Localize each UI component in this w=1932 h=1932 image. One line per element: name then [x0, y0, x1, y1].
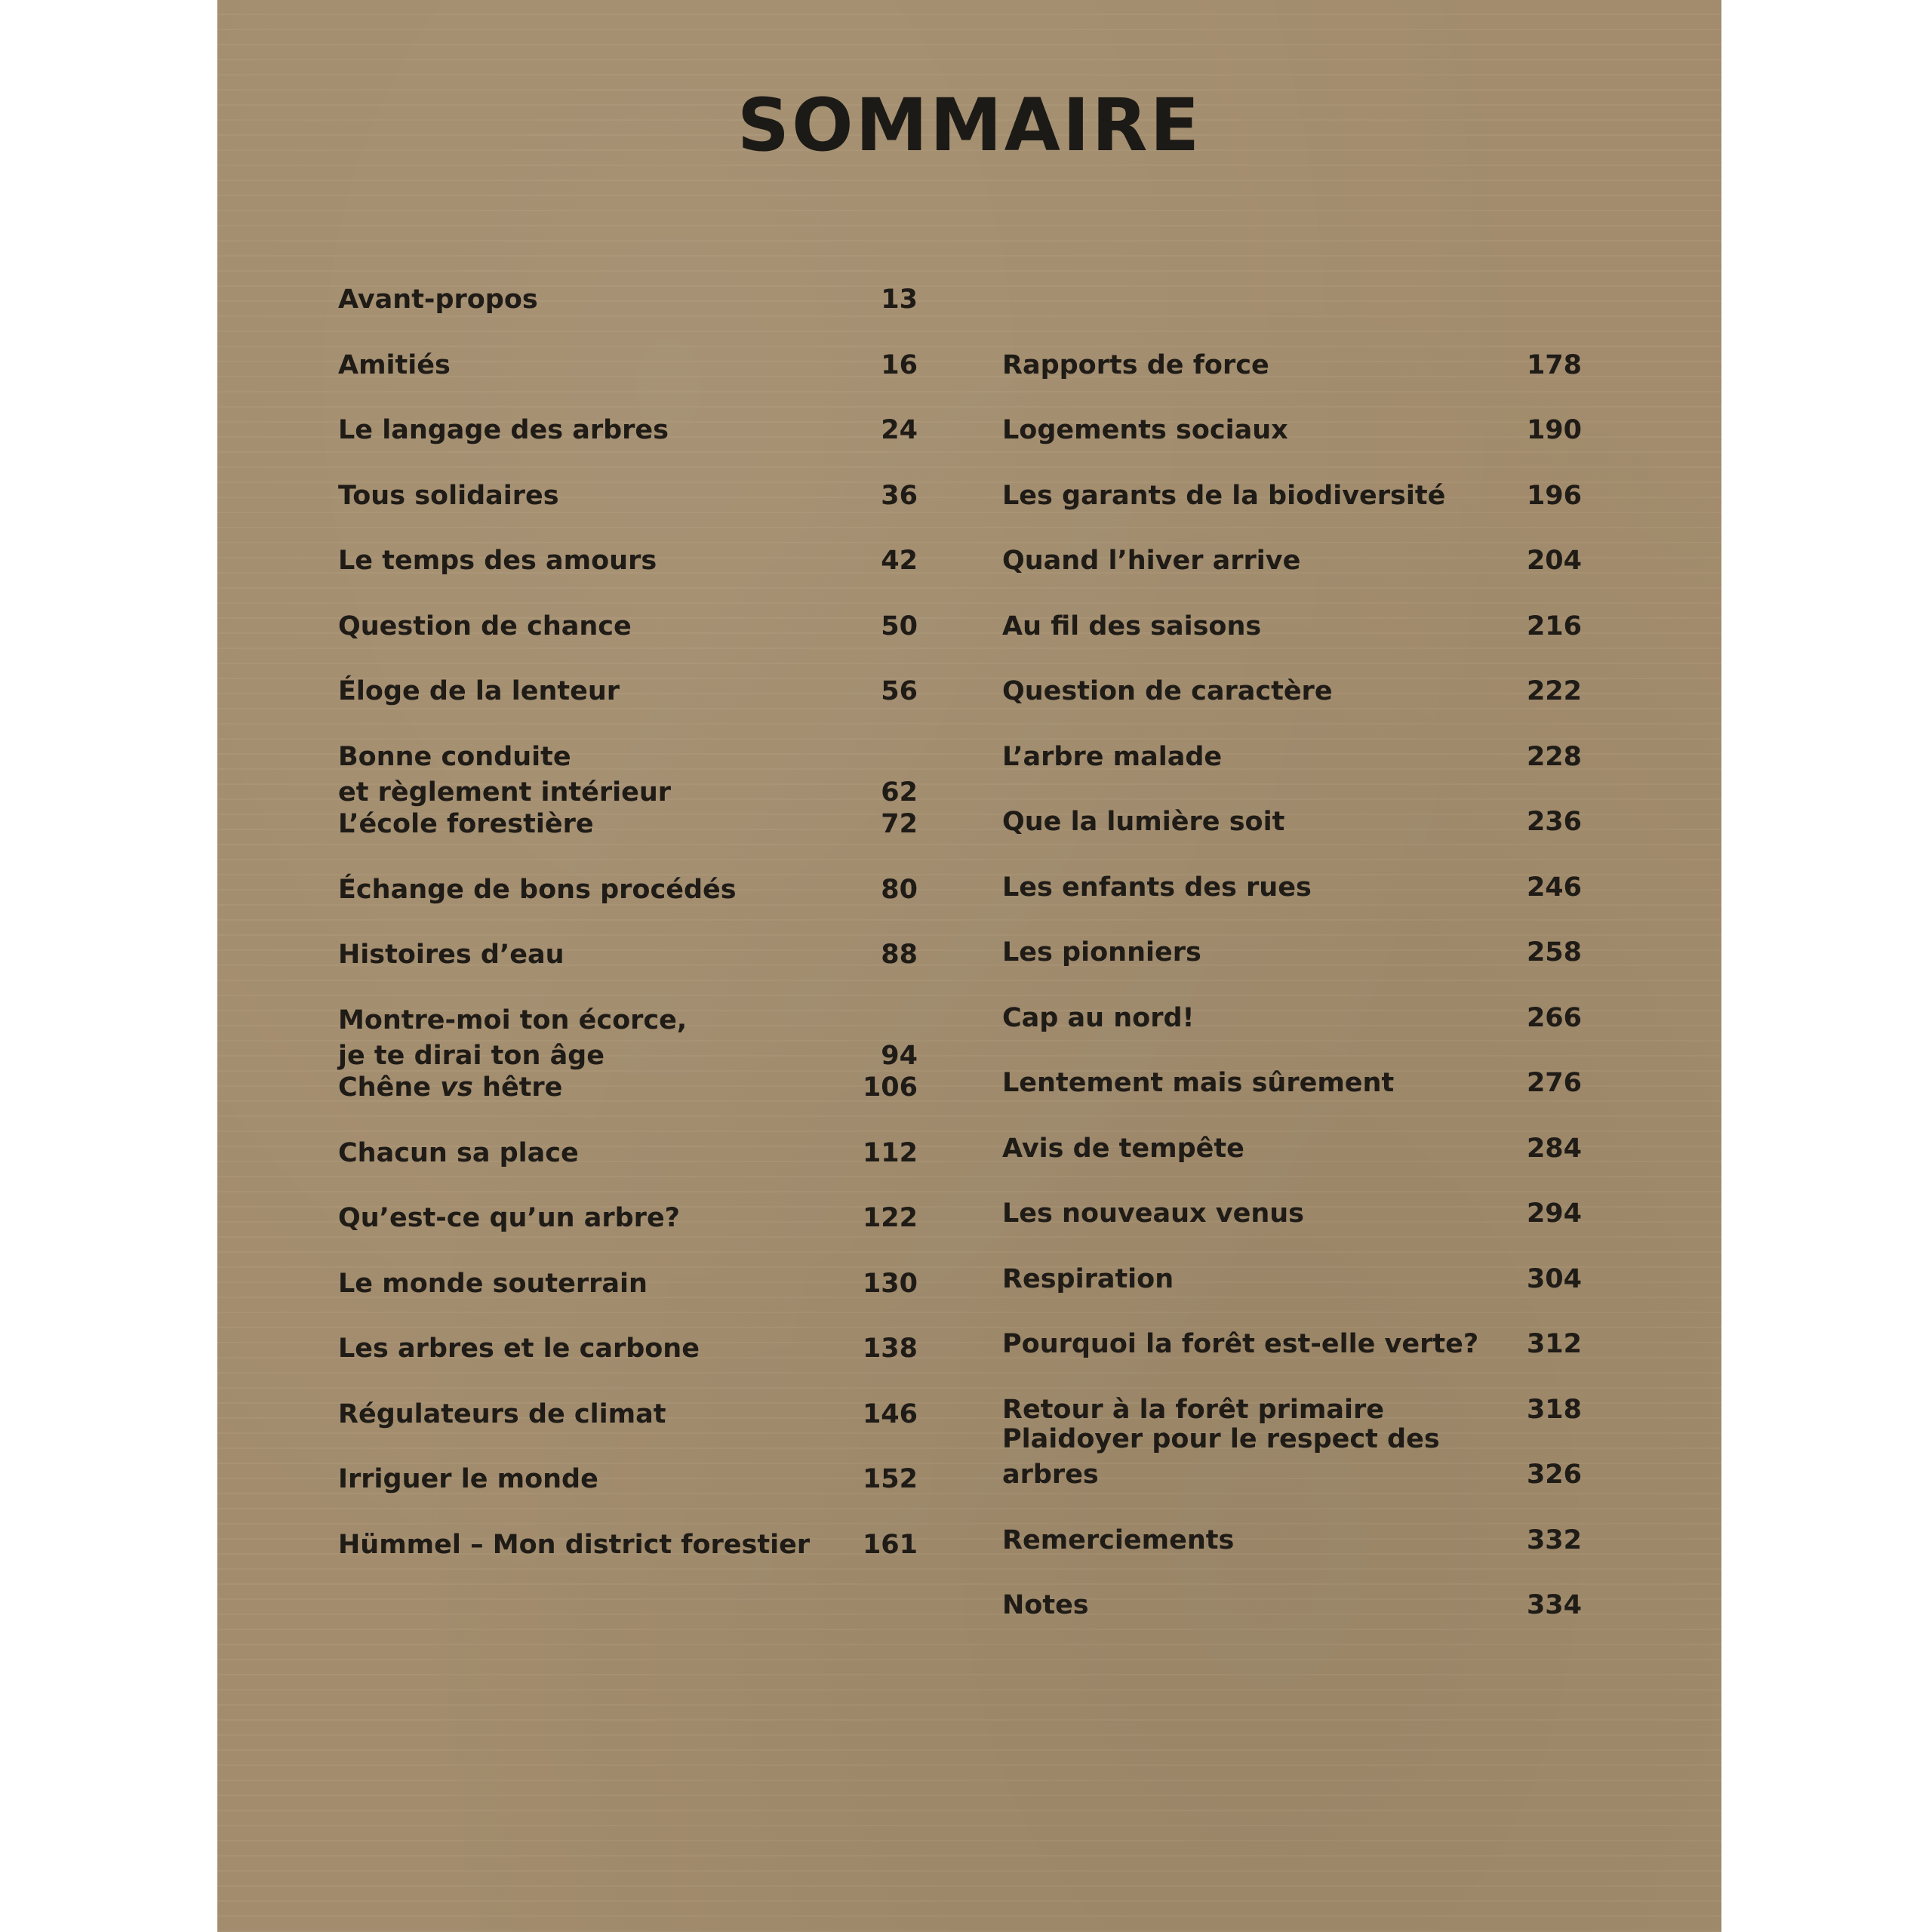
- toc-entry: [1002, 1131, 1582, 1167]
- toc-entry: [1002, 1196, 1582, 1232]
- toc-entry: [338, 478, 918, 514]
- toc-entry-page: 196: [1526, 480, 1582, 511]
- toc-entry: [338, 543, 918, 579]
- toc-entry: [338, 872, 918, 908]
- toc-entry-page: 276: [1526, 1068, 1582, 1098]
- toc-entry: [1002, 935, 1582, 971]
- toc-entry-title: Logements sociaux: [1002, 415, 1288, 445]
- toc-entry: [338, 807, 918, 842]
- toc-entry-page: 161: [862, 1529, 918, 1560]
- toc-entry-title: Amitiés: [338, 349, 451, 380]
- toc-entry-page: 216: [1526, 611, 1582, 641]
- toc-entry: [1002, 478, 1582, 514]
- toc-entry-page: 152: [862, 1464, 918, 1494]
- toc-entry-title: Les nouveaux venus: [1002, 1198, 1305, 1229]
- toc-entry-title: Échange de bons procédés: [338, 874, 737, 905]
- toc-entry-page: 312: [1526, 1329, 1582, 1359]
- toc-entry: [338, 348, 918, 383]
- toc-entry-page: 42: [881, 546, 918, 576]
- toc-entry: [1002, 1262, 1582, 1297]
- toc-entry-title: Retour à la forêt primaire: [1002, 1394, 1385, 1425]
- book-page: [217, 0, 1721, 1932]
- toc-entry-page: 228: [1526, 741, 1582, 772]
- toc-entry-title: Montre-moi ton écorce, je te dirai ton âge: [338, 1004, 688, 1071]
- toc-entry: [1002, 674, 1582, 709]
- toc-entry-page: 178: [1526, 349, 1582, 380]
- toc-entry-title: Lentement mais sûrement: [1002, 1068, 1395, 1098]
- toc-entry-title: Tous solidaires: [338, 480, 559, 511]
- toc-entry-title: Bonne conduite et règlement intérieur: [338, 741, 672, 808]
- toc-entry-title: Question de chance: [338, 611, 632, 641]
- toc-entry: [338, 609, 918, 645]
- toc-entry-title: Le temps des amours: [338, 546, 657, 576]
- toc-entry-page: 236: [1526, 807, 1582, 837]
- toc-entry-page: 80: [881, 874, 918, 905]
- toc-entry: [338, 1003, 918, 1074]
- toc-entry: [338, 413, 918, 448]
- toc-entry-page: 72: [881, 809, 918, 839]
- toc-entry-page: 190: [1526, 415, 1582, 445]
- toc-entry-title: Le monde souterrain: [338, 1268, 648, 1299]
- toc-entry: [1002, 1327, 1582, 1362]
- toc-entry-title: Avant-propos: [338, 285, 538, 315]
- toc-entry-page: 112: [862, 1137, 918, 1168]
- toc-entry: [338, 1136, 918, 1171]
- toc-entry-page: 50: [881, 611, 918, 641]
- toc-entry-title: [338, 1070, 851, 1106]
- toc-entry-title: L’arbre malade: [1002, 741, 1223, 772]
- toc-entry-title: Rapports de force: [1002, 349, 1269, 380]
- toc-entry: [338, 1462, 918, 1497]
- toc-entry-page: 94: [881, 1040, 918, 1071]
- toc-entry-page: 204: [1526, 546, 1582, 576]
- toc-entry-page: 24: [881, 415, 918, 445]
- toc-entry-title: Question de caractère: [1002, 676, 1333, 706]
- toc-entry-title-part: hêtre: [472, 1072, 563, 1103]
- toc-entry: [338, 937, 918, 973]
- toc-entry-title: Plaidoyer pour le respect des arbres: [1002, 1424, 1440, 1490]
- toc-entry: [1002, 870, 1582, 906]
- toc-entry-page: 13: [881, 285, 918, 315]
- toc-entry-page: 246: [1526, 872, 1582, 903]
- toc-entry-page: 62: [881, 777, 918, 808]
- toc-entry-page: 106: [862, 1072, 918, 1103]
- toc-entry-page: 36: [881, 480, 918, 511]
- toc-entry: [338, 1266, 918, 1302]
- toc-entry-page: 16: [881, 349, 918, 380]
- toc-entry-title: Les garants de la biodiversité: [1002, 480, 1446, 511]
- toc-entry-page: 138: [862, 1334, 918, 1364]
- toc-entry: [1002, 1588, 1582, 1623]
- toc-entry-title: Les enfants des rues: [1002, 872, 1312, 903]
- toc-entry: [1002, 609, 1582, 645]
- toc-entry-title: Les arbres et le carbone: [338, 1334, 700, 1364]
- toc-entry-title: Le langage des arbres: [338, 415, 669, 445]
- toc-entry-title: Hümmel – Mon district forestier: [338, 1529, 811, 1560]
- toc-entry-title: Que la lumière soit: [1002, 807, 1285, 837]
- toc-entry-title: Les pionniers: [1002, 937, 1201, 968]
- toc-entry: [338, 282, 918, 318]
- toc-entry: [338, 1201, 918, 1236]
- toc-entry: [1002, 1001, 1582, 1036]
- toc-entry: [338, 1331, 918, 1367]
- toc-entry-title: Régulateurs de climat: [338, 1398, 666, 1429]
- toc-entry: [338, 1070, 918, 1106]
- toc-entry: [1002, 413, 1582, 448]
- toc-entry: [1002, 1523, 1582, 1558]
- toc-entry-page: 332: [1526, 1524, 1582, 1555]
- toc-entry-page: 326: [1526, 1460, 1582, 1490]
- toc-entry-title-part: Chêne: [338, 1072, 441, 1103]
- toc-entry-page: 222: [1526, 676, 1582, 706]
- toc-entry-title: Avis de tempête: [1002, 1133, 1244, 1164]
- toc-entry-page: 56: [881, 676, 918, 706]
- toc-entry: [1002, 1066, 1582, 1101]
- toc-entry: [1002, 1424, 1582, 1493]
- toc-entry-page: 88: [881, 940, 918, 970]
- page-title: SOMMAIRE: [737, 83, 1202, 168]
- toc-entry-title: Cap au nord!: [1002, 1002, 1195, 1033]
- toc-entry-title: Au fil des saisons: [1002, 611, 1262, 641]
- toc-entry-page: 334: [1526, 1590, 1582, 1620]
- toc-entry-title: Éloge de la lenteur: [338, 676, 620, 706]
- toc-entry-title: Irriguer le monde: [338, 1464, 598, 1494]
- toc-entry-title: Respiration: [1002, 1263, 1174, 1294]
- toc-entry: [338, 740, 918, 811]
- toc-entry-page: 318: [1526, 1394, 1582, 1425]
- toc-entry-title: Qu’est-ce qu’un arbre?: [338, 1203, 680, 1233]
- toc-entry-page: 130: [862, 1268, 918, 1299]
- toc-entry-page: 304: [1526, 1263, 1582, 1294]
- toc-entry-page: 294: [1526, 1198, 1582, 1229]
- toc-entry: [338, 674, 918, 709]
- toc-entry-page: 266: [1526, 1002, 1582, 1033]
- toc-entry-title: Notes: [1002, 1590, 1089, 1620]
- toc-entry-title-italic: vs: [440, 1072, 473, 1103]
- toc-entry: [1002, 348, 1582, 383]
- toc-entry: [1002, 804, 1582, 840]
- toc-entry-title: Pourquoi la forêt est-elle verte?: [1002, 1329, 1479, 1359]
- toc-entry: [1002, 543, 1582, 579]
- toc-entry-page: 146: [862, 1398, 918, 1429]
- toc-entry-title: Remerciements: [1002, 1524, 1235, 1555]
- toc-entry: [338, 1397, 918, 1432]
- toc-entry: [338, 1527, 918, 1563]
- toc-entry-title: Histoires d’eau: [338, 940, 565, 970]
- toc-entry-title: L’école forestière: [338, 809, 594, 839]
- toc-entry-page: 258: [1526, 937, 1582, 968]
- toc-entry-title: Chacun sa place: [338, 1137, 579, 1168]
- toc-entry-page: 122: [862, 1203, 918, 1233]
- toc-entry-title: Quand l’hiver arrive: [1002, 546, 1301, 576]
- toc-entry: [1002, 740, 1582, 775]
- toc-entry-page: 284: [1526, 1133, 1582, 1164]
